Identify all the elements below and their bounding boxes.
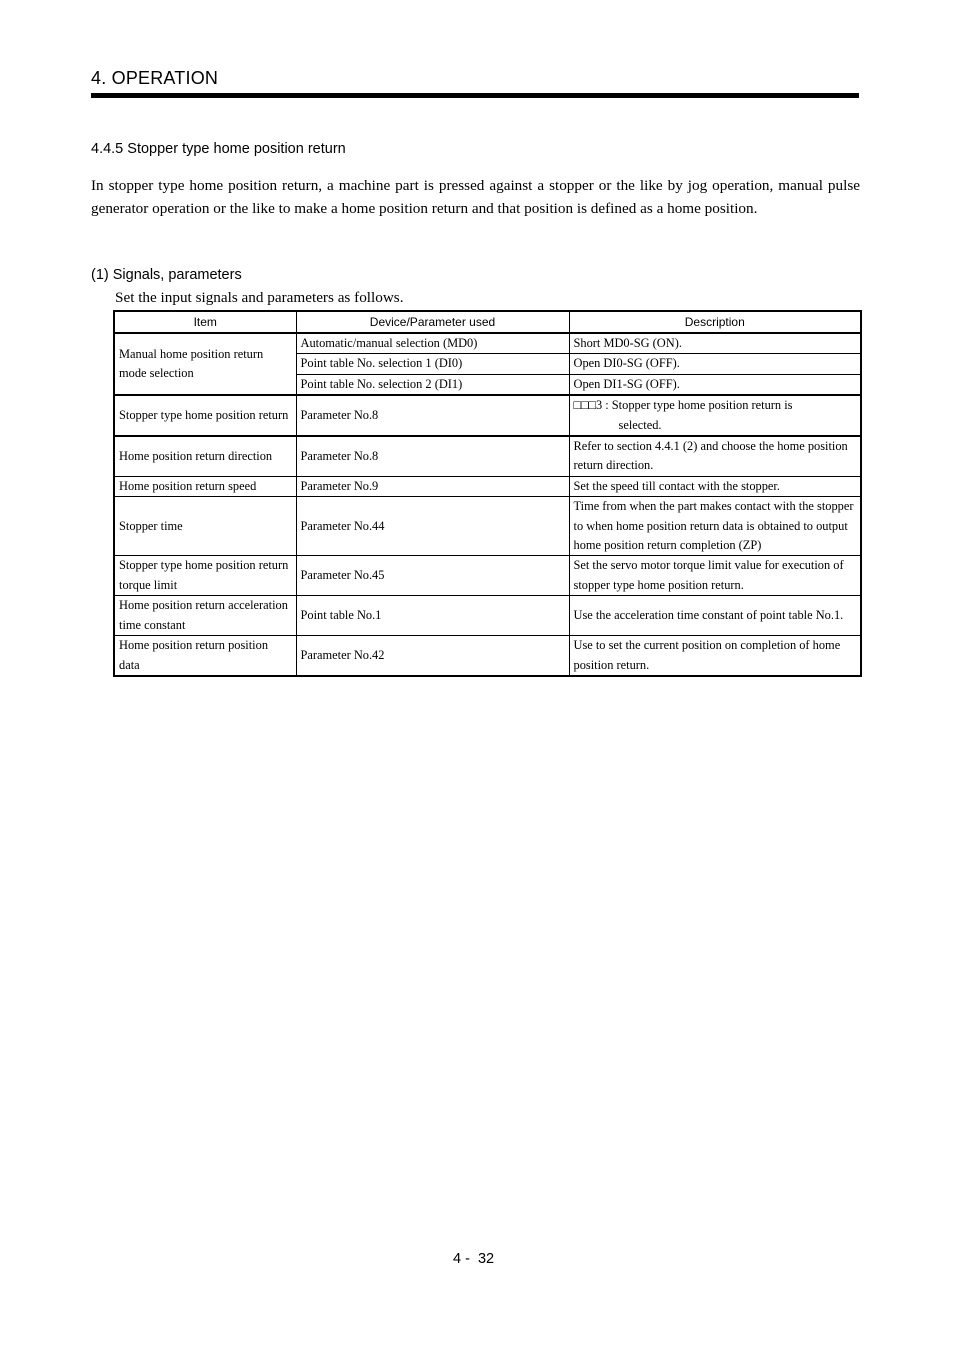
cell-description: Refer to section 4.4.1 (2) and choose the home position return direction. bbox=[569, 436, 861, 476]
cell-description: Set the speed till contact with the stopper. bbox=[569, 476, 861, 496]
cell-description: Use to set the current position on completion of home position return. bbox=[569, 636, 861, 676]
cell-device: Point table No. selection 2 (DI1) bbox=[296, 374, 569, 395]
cell-device: Parameter No.44 bbox=[296, 497, 569, 556]
cell-description bbox=[569, 395, 861, 436]
col-header-item: Item bbox=[114, 311, 296, 333]
table-header-row bbox=[114, 311, 861, 333]
cell-description: Open DI0-SG (OFF). bbox=[569, 354, 861, 374]
table-row bbox=[114, 556, 861, 596]
col-header-description: Description bbox=[569, 311, 861, 333]
chapter-title: 4. OPERATION bbox=[91, 68, 219, 88]
table-row bbox=[114, 636, 861, 676]
cell-device: Point table No.1 bbox=[296, 596, 569, 636]
cell-device: Point table No. selection 1 (DI0) bbox=[296, 354, 569, 374]
cell-description: Open DI1-SG (OFF). bbox=[569, 374, 861, 395]
cell-item: Home position return acceleration time constant bbox=[114, 596, 296, 636]
sub-text: Set the input signals and parameters as follows. bbox=[115, 289, 404, 306]
description-continuation: selected. bbox=[618, 417, 662, 432]
cell-device: Parameter No.8 bbox=[296, 395, 569, 436]
cell-description: Time from when the part makes contact with the stopper to when home position return data is obtained to output home position return completion (ZP) bbox=[569, 497, 861, 556]
cell-device: Parameter No.8 bbox=[296, 436, 569, 476]
cell-device: Parameter No.45 bbox=[296, 556, 569, 596]
cell-item: Home position return direction bbox=[114, 436, 296, 476]
section-heading: 4.4.5 Stopper type home position return bbox=[91, 141, 346, 157]
cell-description: Short MD0-SG (ON). bbox=[569, 333, 861, 354]
cell-device: Automatic/manual selection (MD0) bbox=[296, 333, 569, 354]
sub-heading: (1) Signals, parameters bbox=[91, 267, 242, 283]
table-row bbox=[114, 476, 861, 496]
description-line: □□□3 : Stopper type home position return is bbox=[573, 398, 793, 413]
cell-description: Set the servo motor torque limit value for execution of stopper type home position return. bbox=[569, 556, 861, 596]
cell-item: Stopper type home position return torque limit bbox=[114, 556, 296, 596]
table-row bbox=[114, 436, 861, 476]
cell-item: Manual home position return mode selection bbox=[114, 333, 296, 395]
table-row bbox=[114, 596, 861, 636]
intro-paragraph: In stopper type home position return, a machine part is pressed against a stopper or the like by jog operation, manual pulse generator operation or the like to make a home position return and that position is defined as a home position. bbox=[91, 177, 860, 217]
signals-parameters-table bbox=[113, 310, 862, 677]
cell-device: Parameter No.42 bbox=[296, 636, 569, 676]
table-row bbox=[114, 497, 861, 556]
table-row bbox=[114, 395, 861, 436]
cell-item: Home position return position data bbox=[114, 636, 296, 676]
table-row bbox=[114, 333, 861, 354]
page-number: 4 - 32 bbox=[453, 1251, 495, 1267]
cell-item: Home position return speed bbox=[114, 476, 296, 496]
cell-item: Stopper time bbox=[114, 497, 296, 556]
cell-description: Use the acceleration time constant of point table No.1. bbox=[569, 596, 861, 636]
cell-item: Stopper type home position return bbox=[114, 395, 296, 436]
cell-device: Parameter No.9 bbox=[296, 476, 569, 496]
col-header-device: Device/Parameter used bbox=[296, 311, 569, 333]
chapter-rule bbox=[91, 93, 859, 98]
